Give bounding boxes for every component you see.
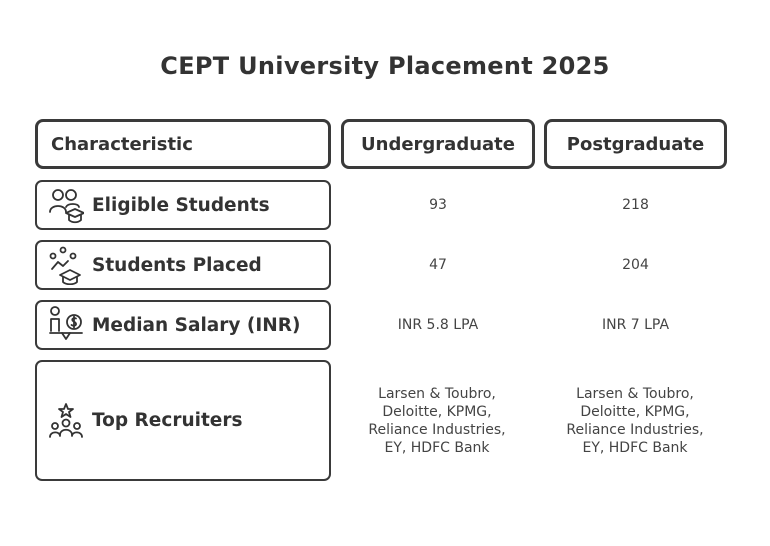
- header-characteristic: [35, 119, 331, 169]
- header-undergraduate-label: Undergraduate: [361, 133, 515, 155]
- row-label: Median Salary (INR): [92, 314, 301, 336]
- row-label: Students Placed: [92, 254, 262, 276]
- row-eligible-students: [35, 180, 331, 230]
- recruiters-ug-text: Larsen & Toubro, Deloitte, KPMG, Reliance Industries, EY, HDFC Bank: [368, 385, 506, 456]
- header-postgraduate-label: Postgraduate: [566, 133, 705, 155]
- cell-placed-ug: 47: [429, 257, 447, 273]
- cell-salary-pg: INR 7 LPA: [601, 317, 670, 333]
- cell-placed-pg: 204: [622, 257, 649, 273]
- cell-recruiters-ug: [362, 360, 512, 481]
- cell-salary-ug: INR 5.8 LPA: [397, 317, 479, 333]
- recruiters-pg-text: Larsen & Toubro, Deloitte, KPMG, Reliance Industries, EY, HDFC Bank: [566, 385, 704, 456]
- row-students-placed: [35, 240, 331, 290]
- row-label: Top Recruiters: [92, 410, 243, 431]
- row-top-recruiters: [35, 360, 331, 481]
- cell-eligible-ug: 93: [429, 197, 447, 213]
- header-characteristic-label: Characteristic: [51, 133, 193, 155]
- cell-eligible-pg: 218: [622, 197, 649, 213]
- salary-scale-icon: [48, 305, 84, 345]
- graduate-placed-icon: [48, 245, 84, 285]
- cell-recruiters-pg: [560, 360, 710, 481]
- page-title: CEPT University Placement 2025: [160, 52, 610, 80]
- recruiters-star-icon: [48, 401, 84, 441]
- header-postgraduate: [544, 119, 727, 169]
- header-undergraduate: [341, 119, 535, 169]
- row-label: Eligible Students: [92, 194, 270, 216]
- row-median-salary: [35, 300, 331, 350]
- students-graduation-icon: [48, 185, 84, 225]
